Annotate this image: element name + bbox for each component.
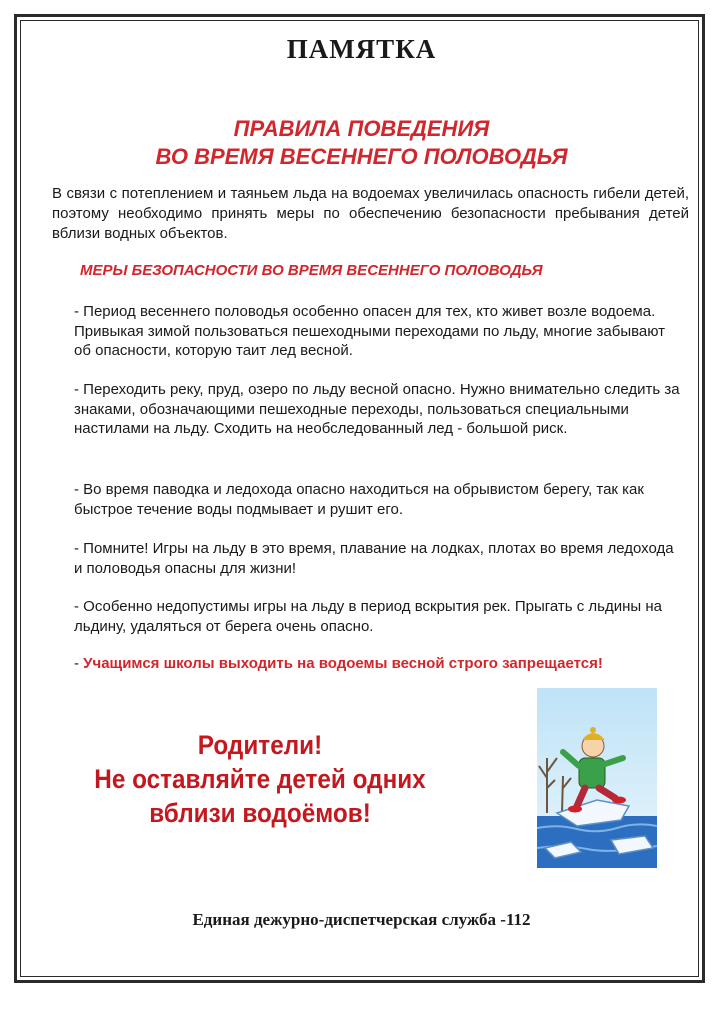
section-subheading: МЕРЫ БЕЗОПАСНОСТИ ВО ВРЕМЯ ВЕСЕННЕГО ПОЛОВОДЬЯ — [80, 262, 543, 279]
warning-dash: - — [74, 655, 84, 672]
rule-paragraph: - Помните! Игры на льду в это время, плавание на лодках, плотах во время ледохода и половодья опасны для жизни! — [74, 540, 674, 577]
rule-paragraph: - Переходить реку, пруд, озеро по льду весной опасно. Нужно внимательно следить за знаками, обозначающими пешеходные переходы, пользоваться специальными настилами на льду. Сходить на необследованный лед - большой риск. — [74, 381, 680, 437]
appeal-line-2: Не оставляйте детей одних — [94, 764, 426, 794]
heading-line-2: ВО ВРЕМЯ ВЕСЕННЕГО ПОЛОВОДЬЯ — [155, 144, 568, 169]
footer-emergency-service: Единая дежурно-диспетчерская служба -112 — [192, 910, 531, 929]
appeal-line-1: Родители! — [197, 730, 323, 760]
rule-paragraph: - Во время паводка и ледохода опасно находиться на обрывистом берегу, так как быстрое течение воды подмывает и рушит его. — [74, 481, 644, 518]
warning-text: Учащимся школы выходить на водоемы весной строго запрещается! — [83, 655, 603, 672]
appeal-line-3: вблизи водоёмов! — [149, 798, 371, 828]
page-title: ПАМЯТКА — [286, 34, 437, 64]
rule-paragraph: - Период весеннего половодья особенно опасен для тех, кто живет возле водоема. Привыкая зимой пользоваться пешеходными переходами по льду, многие забывают об опасности, которую таит лед весной. — [74, 303, 666, 359]
child-on-ice-illustration — [537, 688, 657, 868]
parents-appeal — [80, 728, 440, 830]
rule-paragraph: - Особенно недопустимы игры на льду в период вскрытия рек. Прыгать с льдины на льдину, удаляться от берега очень опасно. — [74, 598, 662, 635]
heading-line-1: ПРАВИЛА ПОВЕДЕНИЯ — [233, 116, 490, 141]
intro-paragraph: В связи с потеплением и таяньем льда на водоемах увеличилась опасность гибели детей, поэтому необходимо принять меры по обеспечению безопасности пребывания детей вблизи водных объектов. — [52, 185, 689, 242]
warning-paragraph — [74, 654, 686, 674]
